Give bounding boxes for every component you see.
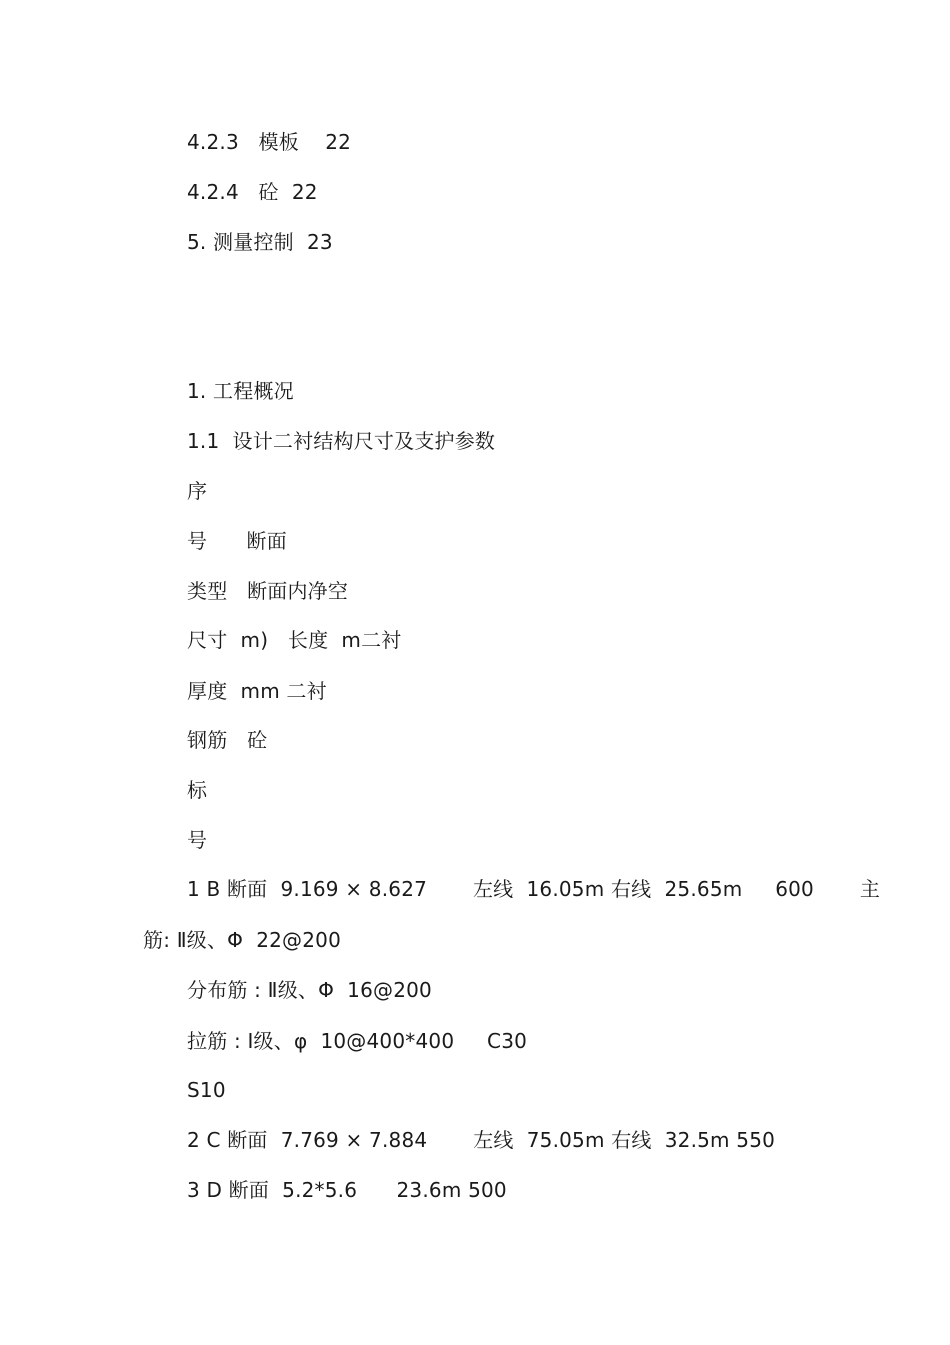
toc-line: 4.2.4 砼 22 bbox=[187, 180, 318, 204]
toc-line: 4.2.3 模板 22 bbox=[187, 130, 352, 154]
section-heading: 1. 工程概况 bbox=[187, 379, 294, 403]
table-header-line: 类型 断面内净空 bbox=[187, 579, 349, 603]
section-subheading: 1.1 设计二衬结构尺寸及支护参数 bbox=[187, 429, 496, 453]
table-row-line: S10 bbox=[187, 1078, 226, 1102]
table-row-line: 1 B 断面 9.169 × 8.627 左线 16.05m 右线 25.65m 600 主 bbox=[187, 877, 881, 901]
table-header-line: 标 bbox=[187, 778, 208, 802]
table-header-line: 序 bbox=[187, 479, 208, 503]
table-header-line: 尺寸 m) 长度 m二衬 bbox=[187, 628, 402, 652]
table-header-line: 号 断面 bbox=[187, 529, 287, 553]
toc-line: 5. 测量控制 23 bbox=[187, 230, 333, 254]
table-row-line: 筋: Ⅱ级、Φ 22@200 bbox=[143, 928, 342, 952]
table-header-line: 号 bbox=[187, 828, 208, 852]
table-row-line: 拉筋 : Ⅰ级、φ 10@400*400 C30 bbox=[187, 1029, 528, 1053]
table-header-line: 钢筋 砼 bbox=[187, 728, 268, 752]
table-row-line: 分布筋 : Ⅱ级、Φ 16@200 bbox=[187, 978, 432, 1002]
table-row-line: 3 D 断面 5.2*5.6 23.6m 500 bbox=[187, 1178, 507, 1202]
table-row-line: 2 C 断面 7.769 × 7.884 左线 75.05m 右线 32.5m 550 bbox=[187, 1128, 776, 1152]
table-header-line: 厚度 mm 二衬 bbox=[187, 679, 327, 703]
